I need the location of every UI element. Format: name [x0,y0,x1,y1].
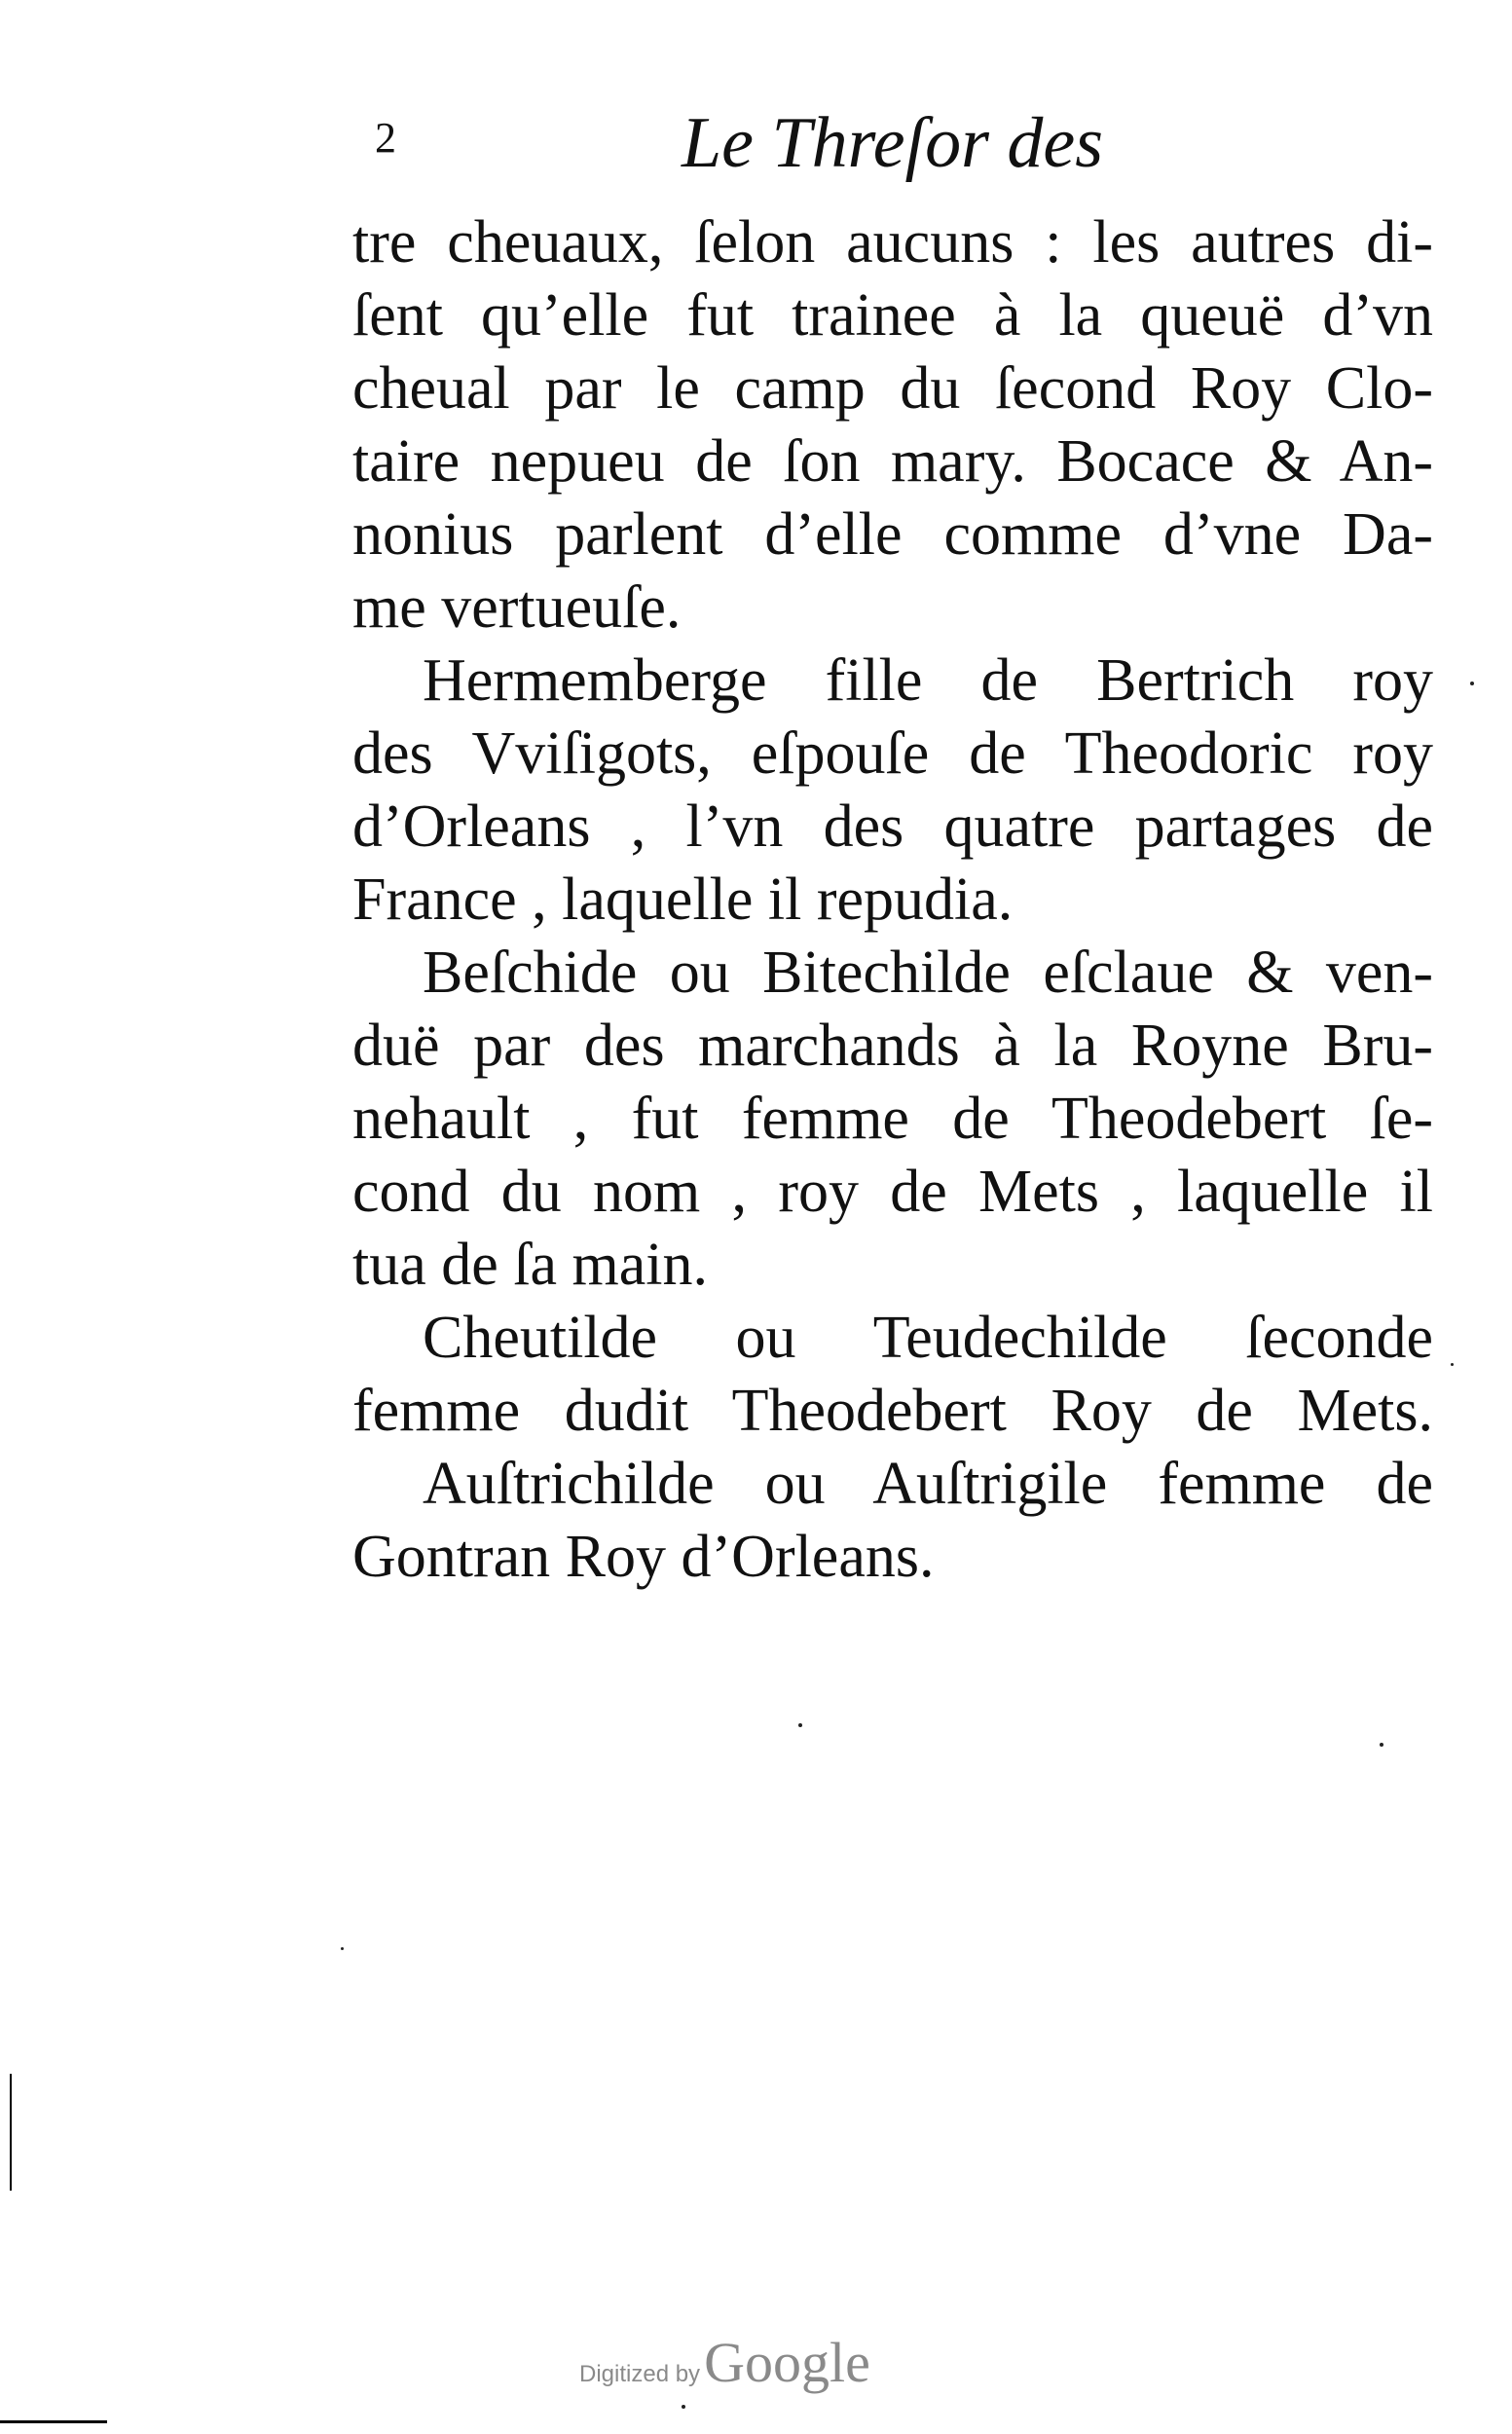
scan-edge-mark [0,2420,107,2423]
text-line: des Vviſigots, eſpouſe de Theodoric roy [352,720,1433,787]
scan-speck [798,1723,802,1727]
text-line: Beſchide ou Bitechilde eſclaue & ven- [423,940,1433,1006]
running-title: Le Threſor des [682,103,1104,183]
page-number: 2 [375,114,396,162]
text-line: taire nepueu de ſon mary. Bocace & An- [352,428,1433,495]
text-line: France , laquelle il repudia. [352,867,1014,933]
scan-speck [682,2405,685,2409]
text-line: nonius parlent d’elle comme d’vne Da- [352,501,1433,568]
text-line: me vertueuſe. [352,574,682,641]
digitized-prefix: Digitized by [579,2361,701,2387]
scan-speck [1451,1363,1454,1366]
text-line: Cheutilde ou Teudechilde ſeconde [423,1305,1433,1371]
digitized-watermark [579,2331,870,2394]
text-line: ſent qu’elle fut trainee à la queuë d’vn [352,282,1433,349]
scan-edge-mark [10,2074,12,2191]
text-line: Auſtrichilde ou Auſtrigile femme de [423,1451,1433,1517]
text-line: d’Orleans , l’vn des quatre partages de [352,793,1433,860]
text-line: tre cheuaux, ſelon aucuns : les autres di- [352,209,1433,276]
scan-speck [341,1947,344,1950]
text-line: Gontran Roy d’Orleans. [352,1524,935,1590]
text-line: duë par des marchands à la Royne Bru- [352,1013,1433,1079]
text-line: Hermemberge fille de Bertrich roy [423,647,1433,714]
text-line: cheual par le camp du ſecond Roy Clo- [352,355,1433,422]
body-text [352,206,1433,1594]
scan-speck [1380,1743,1383,1747]
scan-speck [1470,682,1474,685]
text-line: nehault , fut femme de Theodebert ſe- [352,1086,1433,1152]
text-line: cond du nom , roy de Mets , laquelle il [352,1159,1433,1225]
text-line: femme dudit Theodebert Roy de Mets. [352,1378,1433,1444]
text-line: tua de ſa main. [352,1232,708,1298]
google-logo: Google [704,2331,870,2394]
